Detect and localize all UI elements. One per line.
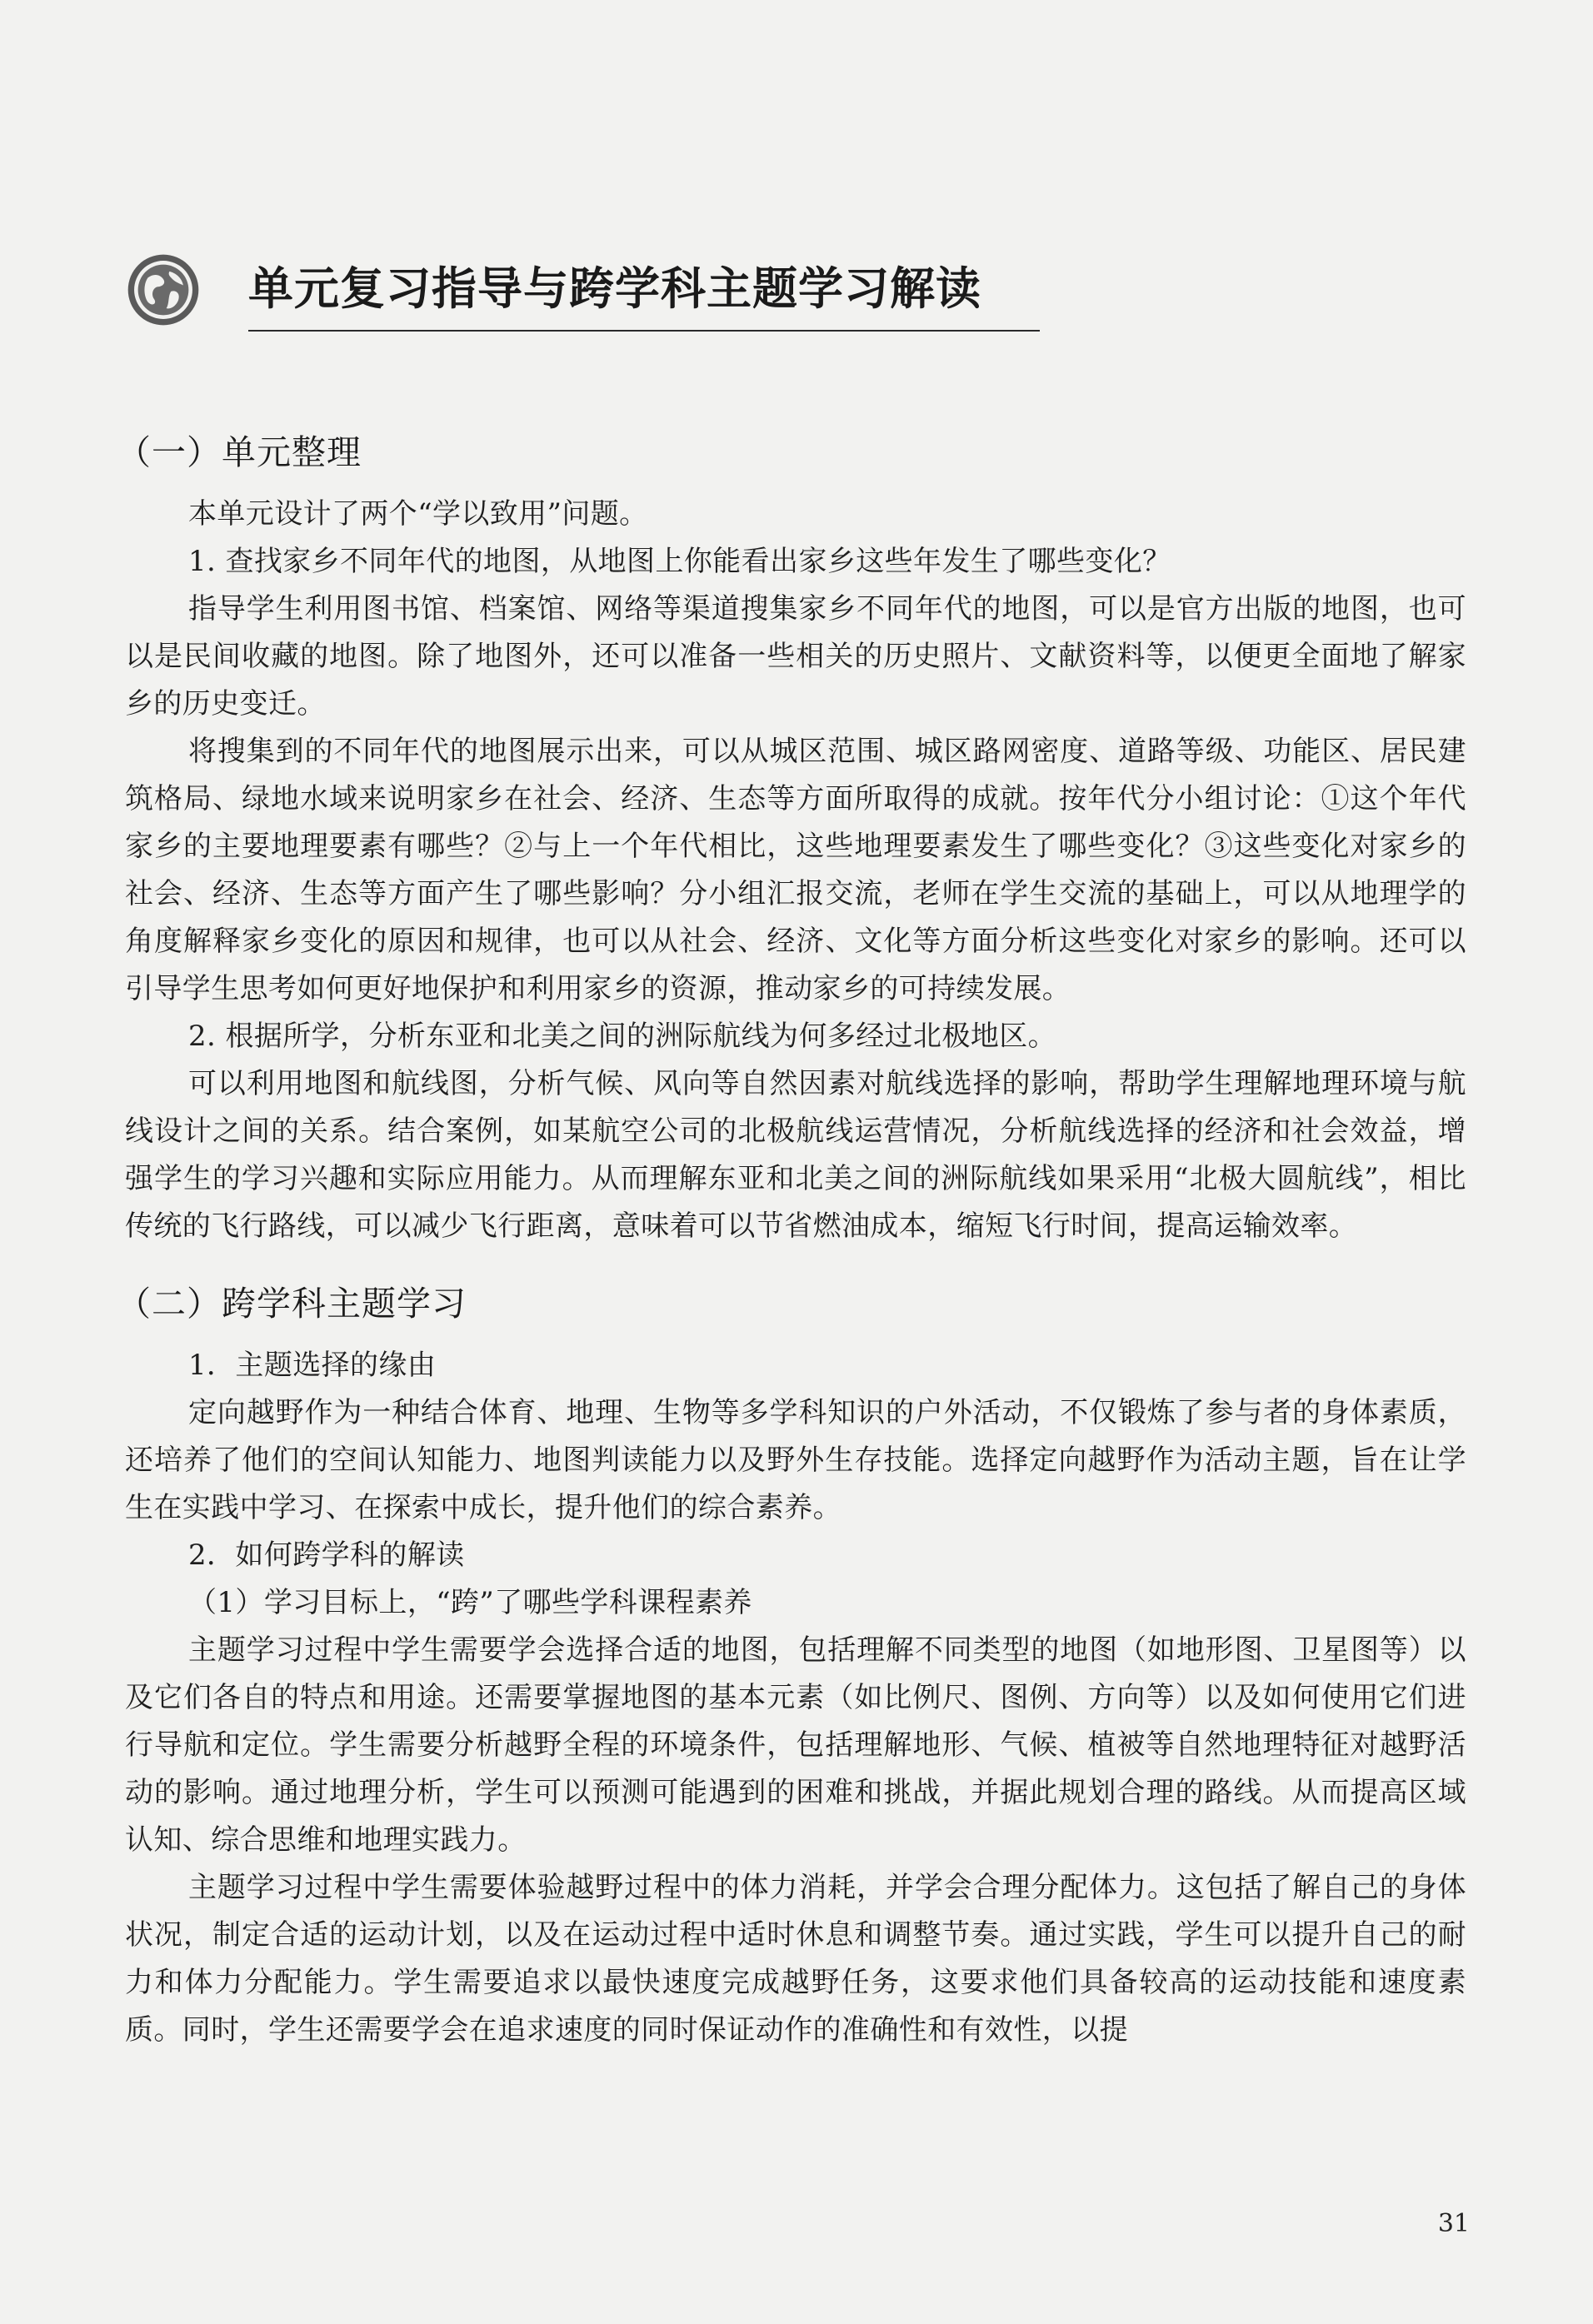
paragraph: 主题学习过程中学生需要体验越野过程中的体力消耗，并学会合理分配体力。这包括了解自己的身体状况，制定合适的运动计划，以及在运动过程中适时休息和调整节奏。通过实践，学生可以提升自己的耐力和体力分配能力。学生需要追求以最快速度完成越野任务，这要求他们具备较高的运动技能和速度素质。同时，学生还需要学会在追求速度的同时保证动作的准确性和有效性，以提	[125, 1871, 1466, 2047]
page-number: 31	[1437, 2209, 1470, 2238]
page-title: 单元复习指导与跨学科主题学习解读	[248, 262, 981, 315]
paragraph: 2. 根据所学，分析东亚和北美之间的洲际航线为何多经过北极地区。	[188, 1020, 1057, 1053]
page-content	[117, 429, 1466, 2054]
page-footer	[1438, 2209, 1470, 2238]
paragraph: 2．如何跨学科的解读	[188, 1539, 465, 1572]
paragraph: 可以利用地图和航线图，分析气候、风向等自然因素对航线选择的影响，帮助学生理解地理环境与航线设计之间的关系。结合案例，如某航空公司的北极航线运营情况，分析航线选择的经济和社会效益，增强学生的学习兴趣和实际应用能力。从而理解东亚和北美之间的洲际航线如果采用“北极大圆航线”，相比传统的飞行路线，可以减少飞行距离，意味着可以节省燃油成本，缩短飞行时间，提高运输效率。	[125, 1067, 1466, 1243]
paragraph: 本单元设计了两个“学以致用”问题。	[188, 497, 648, 531]
page-header	[125, 242, 1041, 342]
paragraph: 主题学习过程中学生需要学会选择合适的地图，包括理解不同类型的地图（如地形图、卫星图等）以及它们各自的特点和用途。还需要掌握地图的基本元素（如比例尺、图例、方向等）以及如何使用它们进行导航和定位。学生需要分析越野全程的环境条件，包括理解地形、气候、植被等自然地理特征对越野活动的影响。通过地理分析，学生可以预测可能遇到的困难和挑战，并据此规划合理的路线。从而提高区域认知、综合思维和地理实践力。	[125, 1633, 1466, 1857]
paragraph: 将搜集到的不同年代的地图展示出来，可以从城区范围、城区路网密度、道路等级、功能区、居民建筑格局、绿地水域来说明家乡在社会、经济、生态等方面所取得的成就。按年代分小组讨论：①这个年代家乡的主要地理要素有哪些？②与上一个年代相比，这些地理要素发生了哪些变化？③这些变化对家乡的社会、经济、生态等方面产生了哪些影响？分小组汇报交流，老师在学生交流的基础上，可以从地理学的角度解释家乡变化的原因和规律，也可以从社会、经济、文化等方面分析这些变化对家乡的影响。还可以引导学生思考如何更好地保护和利用家乡的资源，推动家乡的可持续发展。	[125, 735, 1466, 1005]
section-heading-interdisciplinary: （二）跨学科主题学习	[117, 1284, 467, 1324]
paragraph: 1. 查找家乡不同年代的地图，从地图上你能看出家乡这些年发生了哪些变化？	[188, 545, 1171, 578]
paragraph: （1）学习目标上，“跨”了哪些学科课程素养	[188, 1586, 752, 1619]
paragraph: 指导学生利用图书馆、档案馆、网络等渠道搜集家乡不同年代的地图，可以是官方出版的地图，也可以是民间收藏的地图。除了地图外，还可以准备一些相关的历史照片、文献资料等，以便更全面地了解家乡的历史变迁。	[125, 592, 1466, 721]
section-heading-unit-summary: （一）单元整理	[117, 432, 362, 472]
title-underline	[248, 330, 1040, 332]
globe-icon	[125, 252, 202, 328]
paragraph: 定向越野作为一种结合体育、地理、生物等多学科知识的户外活动，不仅锻炼了参与者的身体素质，还培养了他们的空间认知能力、地图判读能力以及野外生存技能。选择定向越野作为活动主题，旨在让学生在实践中学习、在探索中成长，提升他们的综合素养。	[125, 1396, 1466, 1524]
paragraph: 1．主题选择的缘由	[188, 1349, 437, 1382]
